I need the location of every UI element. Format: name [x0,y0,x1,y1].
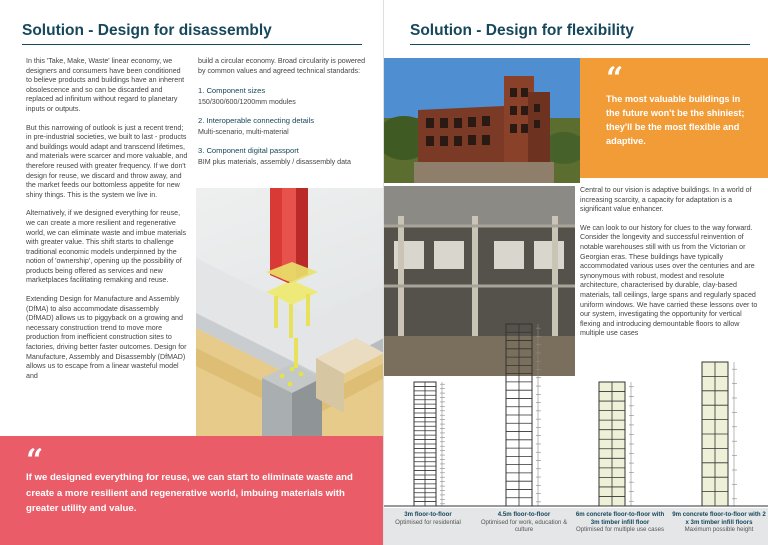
warehouse-exterior-photo [384,58,580,183]
floor-height-diagrams [384,318,768,508]
right-page-title: Solution - Design for flexibility [410,22,634,39]
warehouse-exterior-image [384,58,580,183]
section-heading: 1. Component sizes [198,86,266,96]
pull-quote-text: The most valuable buildings in the future won't be the shiniest; they'll be the most flexible and adaptive. [606,94,745,146]
caption-title: 4.5m floor-to-floor [497,511,551,518]
caption-title: 9m concrete floor-to-floor with 2 x 3m timber infill floors [672,511,766,526]
section-text: BIM plus materials, assembly / disassembly data [198,158,351,167]
caption-title: 3m floor-to-floor [404,511,452,518]
right-page [384,0,768,545]
caption-subtitle: Optimised for multiple use cases [575,526,665,534]
left-column-1 [26,57,188,390]
paragraph: build a circular economy. Broad circularity is powered by common values and agreed technical standards: [198,57,366,75]
title-rule [22,44,362,45]
paragraph: Central to our vision is adaptive buildings. In a world of increasing scarcity, a capacity for adaptation is a significant value enhancer. [580,186,752,214]
diagram-caption [574,511,666,534]
section-heading: 2. Interoperable connecting details [198,116,315,126]
standard-section [198,85,370,107]
connection-detail-render [196,188,384,438]
section-heading: 3. Component digital passport [198,146,299,156]
paragraph: Extending Design for Manufacture and Assembly (DfMA) to also accommodate disassembly (DfMAD) allows us to piggyback on a growing and necessary construction trend to move more production from inefficient construction sites to factories, driving better faster outcomes. Design for Manufacture, Assembly and Disassembly (DfMAD) allows us to escape from a linear wasteful model and [26,295,187,380]
section-text: Multi-scenario, multi-material [198,128,289,137]
diagram-captions [384,508,768,545]
diagram-caption [480,511,568,534]
building-sections-illustration [384,318,768,508]
pull-quote-text: If we designed everything for reuse, we can start to eliminate waste and create a more resilient and regenerative world, imbuing materials with greater utility and value. [26,472,353,514]
caption-title: 6m concrete floor-to-floor with 3m timber infill floor [575,511,665,526]
paragraph: In this 'Take, Make, Waste' linear economy, we designers and consumers have been conditioned to believe products and buildings have an inherent obsolescence and so can be discarded and replaced ad infinitum without regard to planetary inputs or outputs. [26,57,185,113]
quote-mark-icon: “ [26,443,44,478]
title-rule [410,44,750,45]
paragraph: Alternatively, if we designed everything for reuse, we can create a more resilient and regenerative world, we can eliminate waste and imbue materials with greater value. This shift starts to challenge traditional economic models underpinned by the notion of 'ownership', opening up the possibility of products being offered as services and new marketplaces facilitating remaking and reuse. [26,209,187,285]
standard-section [198,145,370,167]
left-page-title: Solution - Design for disassembly [22,22,272,39]
caption-subtitle: Optimised for residential [395,518,461,526]
standard-section [198,115,370,137]
diagram-caption [384,511,472,526]
paragraph: We can look to our history for clues to the way forward. Consider the longevity and successful reinvention of notable warehouses still with us from the Victorian or Georgian eras. These buildings have typically accommodated various uses over the centuries and are synonymous with robust, modest and resolute architecture, characterised by durable, clay-based materials, tall ceilings, large spans and regularly spaced uniform windows. We have carried these lessons over to our system, investigating the opportunity for vertical flexing and introducing demountable floors to allow multiple use cases [580,223,758,338]
quote-mark-icon: “ [606,61,624,96]
caption-subtitle: Optimised for work, education & culture [480,518,568,534]
connection-detail-illustration [196,188,384,438]
left-column-2 [198,57,370,175]
paragraph: But this narrowing of outlook is just a recent trend; in pre-industrial societies, we built to last - products and buildings would adapt and transcend lifetimes, and materials were scarcer and more valuable, and therefore reused with greater frequency. If we don't design for reuse, we discard and throw away, and the market feeds our bottomless appetite for new shiny things. This is the system we live in. [26,123,188,199]
section-text: 150/300/600/1200mm modules [198,98,296,107]
diagram-caption [672,511,766,534]
caption-subtitle: Maximum possible height [684,526,754,534]
